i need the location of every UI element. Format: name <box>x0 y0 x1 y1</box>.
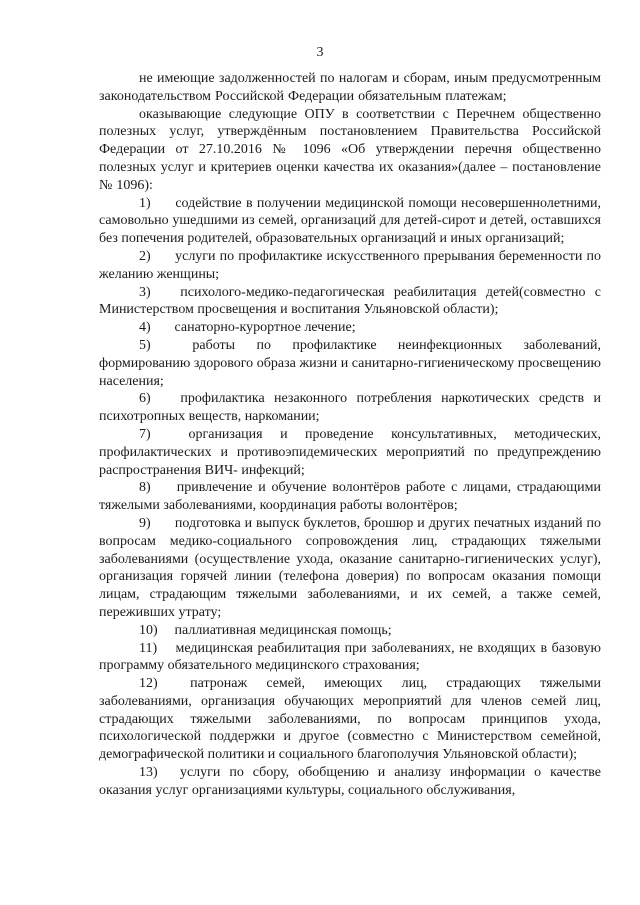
list-item <box>99 195 601 248</box>
list-item <box>99 622 601 640</box>
list-item-text: привлечение и обучение волонтёров работе с лицами, страдающими тяжелыми заболеваниями, координация работы волонтёров; <box>99 480 601 514</box>
list-item-number: 7) <box>139 426 151 442</box>
list-item-number: 9) <box>139 515 151 531</box>
list-item-number: 3) <box>139 284 151 300</box>
intro-paragraph-2: оказывающие следующие ОПУ в соответствии с Перечнем общественно полезных услуг, утверждённым постановлением Правительства Российской Федерации от 27.10.2016 № 1096 «Об утверждении перечня общественно полезных услуг и критериев оценки качества их оказания»(далее – постановление № 1096): <box>99 106 601 193</box>
list-item-text: подготовка и выпуск буклетов, брошюр и других печатных изданий по вопросам медико-социального сопровождения лиц, страдающих тяжелыми заболеваниями (осуществление ухода, оказание санитарно-гигиенических услуг), организация горячей линии (телефона доверия) по вопросам оказания помощи лицам, страдающим тяжелыми заболеваниями, и их семей, а также семей, переживших утрату; <box>99 515 601 620</box>
list-item-text: патронаж семей, имеющих лиц, страдающих тяжелыми заболеваниями, организация обучающих мероприятий для членов семей лиц, страдающих тяжелыми заболеваниями, по вопросам принципов ухода, психологической поддержки и другое (совместно с Министерством семейной, демографической политики и социального благополучия Ульяновской области); <box>99 676 601 763</box>
list-item <box>99 640 601 676</box>
list-item-number: 1) <box>139 195 151 211</box>
list-item-text: санаторно-курортное лечение; <box>174 320 356 336</box>
list-item-number: 11) <box>139 640 158 656</box>
page-number: 3 <box>316 45 324 60</box>
list-item-number: 12) <box>139 676 158 692</box>
list-item <box>99 426 601 479</box>
list-item-number: 8) <box>139 480 151 496</box>
list-item <box>99 479 601 515</box>
list-item-text: паллиативная медицинская помощь; <box>174 622 392 638</box>
list-item <box>99 515 601 622</box>
list-item-number: 6) <box>139 391 151 407</box>
document-body <box>99 70 601 800</box>
list-item-number: 13) <box>139 765 158 781</box>
list-item <box>99 390 601 426</box>
list-item <box>99 319 601 337</box>
list-item-number: 10) <box>139 622 158 638</box>
list-item <box>99 764 601 800</box>
list-item-number: 5) <box>139 337 151 353</box>
list-item-text: содействие в получении медицинской помощи несовершеннолетними, самовольно ушедшими из семей, организаций для детей-сирот и детей, оставшихся без попечения родителей, образовательных организаций и иных организаций; <box>99 195 601 247</box>
list-item-text: медицинская реабилитация при заболеваниях, не входящих в базовую программу обязательного медицинского страхования; <box>99 640 601 674</box>
list-item-text: услуги по профилактике искусственного прерывания беременности по желанию женщины; <box>99 248 602 282</box>
list-item <box>99 337 601 390</box>
list-item-number: 4) <box>139 320 151 336</box>
list-item-text: профилактика незаконного потребления наркотических средств и психотропных веществ, наркомании; <box>99 391 601 425</box>
list-item <box>99 284 601 320</box>
list-item-text: услуги по сбору, обобщению и анализу информации о качестве оказания услуг организациями культуры, социального обслуживания, <box>99 765 601 798</box>
list-item-text: организация и проведение консультативных, методических, профилактических и противоэпидемических мероприятий по предупреждению распространения ВИЧ- инфекций; <box>99 426 601 478</box>
list-item-number: 2) <box>139 248 151 264</box>
list-item <box>99 248 601 284</box>
list-item-text: работы по профилактике неинфекционных заболеваний, формированию здорового образа жизни и санитарно-гигиеническому просвещению населения; <box>99 337 601 389</box>
list-item <box>99 675 601 764</box>
intro-paragraph-1: не имеющие задолженностей по налогам и сборам, иным предусмотренным законодательством Российской Федерации обязательным платежам; <box>99 71 601 104</box>
list-item-text: психолого-медико-педагогическая реабилитация детей(совместно с Министерством просвещения и воспитания Ульяновской области); <box>99 284 601 318</box>
